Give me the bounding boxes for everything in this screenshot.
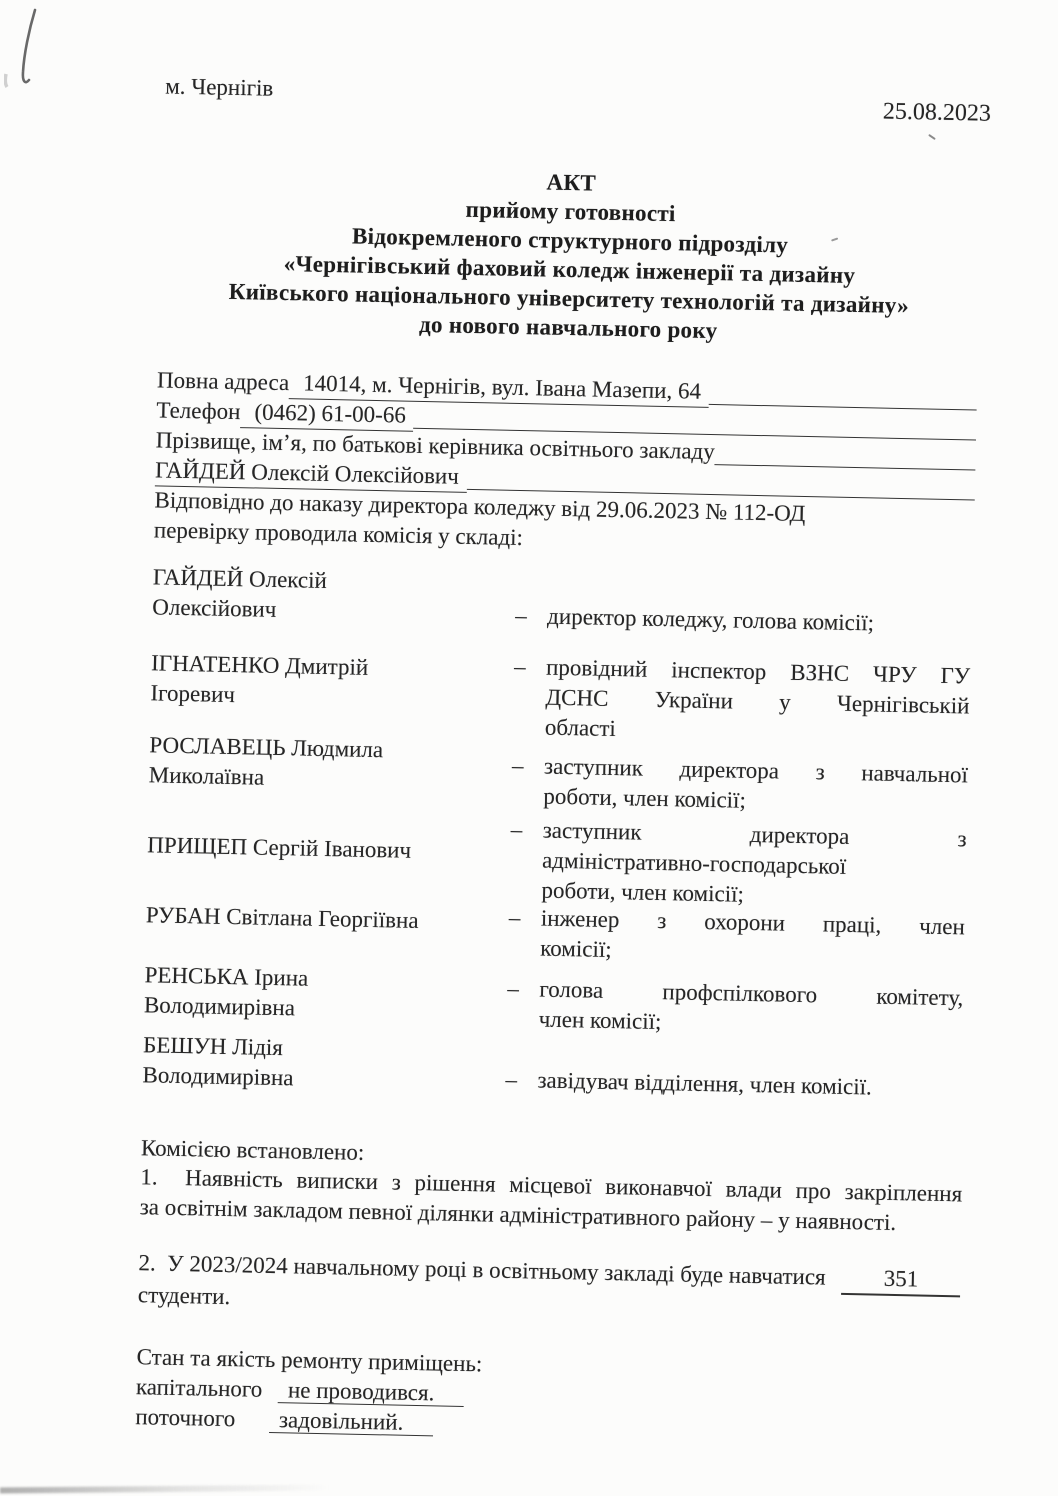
- name-line: Олексійович: [152, 594, 277, 622]
- commission-member-role: [540, 904, 965, 973]
- finding-item-2-text: 2. У 2023/2024 навчальному році в освітньому закладі буде навчатися: [138, 1250, 826, 1290]
- role-line: ДСНС України у Чернігівській: [545, 684, 970, 719]
- role-line: голова профспілкового комітету,: [539, 976, 964, 1011]
- role-line: заступник директора з: [542, 817, 967, 852]
- name-line: БЕШУН Лідія: [142, 1032, 284, 1061]
- role-line: заступник директора з навчальної: [543, 753, 969, 788]
- order-text: Відповідно до наказу директора коледжу від 29.06.2023 № 112-ОД: [154, 487, 806, 526]
- name-line: Ігоревич: [150, 680, 236, 708]
- findings-intro: Комісією встановлено:: [140, 1135, 365, 1165]
- member-dash: –: [511, 752, 524, 779]
- institution-details: [154, 365, 978, 562]
- name-line: РОСЛАВЕЦЬ Людмила: [149, 732, 384, 763]
- address-value: 14014, м. Чернігів, вул. Івана Мазепи, 64: [289, 368, 709, 408]
- member-dash: –: [508, 904, 521, 931]
- address-label: Повна адреса: [156, 367, 290, 396]
- role-line: член комісії;: [538, 1006, 662, 1035]
- current-repair-label: поточного: [135, 1404, 236, 1432]
- name-line: Володимирівна: [143, 992, 296, 1021]
- commission-member-name: [144, 960, 485, 1027]
- role-line: завідувач відділення, член комісії.: [537, 1067, 873, 1100]
- role-line: провідний інспектор ВЗНС ЧРУ ГУ: [545, 654, 971, 689]
- name-line: РУБАН Світлана Георгіївна: [145, 902, 419, 933]
- title-line: прийому готовності: [465, 196, 676, 227]
- role-line: області: [544, 714, 617, 742]
- role-line: роботи, член комісії;: [541, 877, 745, 907]
- document-date: 25.08.2023: [882, 98, 992, 127]
- role-line: комісії;: [540, 935, 612, 963]
- title-line: Відокремленого структурного підрозділу: [351, 223, 789, 258]
- role-line: роботи, член комісії;: [543, 783, 747, 813]
- commission-member-role: [537, 1065, 962, 1104]
- capital-repair-value: не проводився.: [278, 1377, 465, 1407]
- current-repair-value: задовільний.: [269, 1407, 434, 1436]
- phone-value: (0462) 61-00-66: [240, 397, 414, 432]
- role-line: директор коледжу, голова комісії;: [546, 603, 875, 636]
- commission-member-role: [545, 653, 971, 752]
- students-count-value: 351: [841, 1263, 960, 1297]
- name-line: ІГНАТЕНКО Дмитрій: [150, 650, 369, 680]
- member-dash: –: [507, 975, 520, 1002]
- title-line: до нового навчального року: [418, 311, 718, 344]
- role-line: адміністративно-господарської: [541, 847, 847, 879]
- name-line: РЕНСЬКА Ірина: [144, 962, 309, 991]
- current-repair-line: [135, 1402, 481, 1439]
- capital-repair-label: капітального: [135, 1374, 263, 1402]
- name-line: Миколаївна: [148, 762, 265, 790]
- head-name: ГАЙДЕЙ Олексій Олексійович: [155, 455, 467, 493]
- commission-member-role: [547, 602, 972, 641]
- commission-member-role: [543, 752, 968, 821]
- member-dash: –: [514, 602, 527, 629]
- repairs-section: [135, 1342, 483, 1439]
- finding-item-1: [139, 1162, 962, 1239]
- head-caption: Прізвище, ім’я, по батькові керівника освітнього закладу: [155, 427, 716, 465]
- title-line: АКТ: [546, 169, 597, 196]
- commission-member-name: [150, 648, 491, 715]
- member-dash: –: [513, 653, 526, 680]
- name-line: Володимирівна: [142, 1062, 294, 1091]
- member-dash: –: [505, 1066, 518, 1093]
- title-line: Київського національного університету технологій та дизайну»: [228, 278, 910, 319]
- commission-member-name: [146, 900, 487, 937]
- finding-line: за освітнім закладом певної ділянки адміністративного району – у наявності.: [139, 1194, 897, 1236]
- role-line: інженер з охорони праці, член: [540, 905, 966, 940]
- commission-member-name: [148, 730, 489, 797]
- document-title: [158, 159, 981, 350]
- repairs-heading: Стан та якість ремонту приміщень:: [136, 1344, 483, 1377]
- finding-item-2-tail: студенти.: [137, 1282, 231, 1310]
- member-dash: –: [510, 816, 523, 843]
- commission-member-name: [142, 1030, 483, 1097]
- phone-label: Телефон: [156, 397, 241, 425]
- commission-member-name: [147, 830, 488, 867]
- commission-member-role: [541, 816, 967, 915]
- title-line: «Чернігівський фаховий коледж інженерії та дизайну: [283, 251, 856, 288]
- finding-line: 1. Наявність виписки з рішення місцевої виконавчої влади про закріплення: [140, 1164, 963, 1207]
- commission-intro: перевірку проводила комісія у складі:: [153, 517, 524, 551]
- commission-member-name: [152, 562, 493, 629]
- finding-item-2: [138, 1248, 961, 1327]
- name-line: ПРИЩЕП Сергій Іванович: [147, 832, 412, 863]
- document-place: м. Чернігів: [164, 73, 274, 101]
- name-line: ГАЙДЕЙ Олексій: [152, 564, 328, 593]
- commission-member-role: [538, 975, 963, 1044]
